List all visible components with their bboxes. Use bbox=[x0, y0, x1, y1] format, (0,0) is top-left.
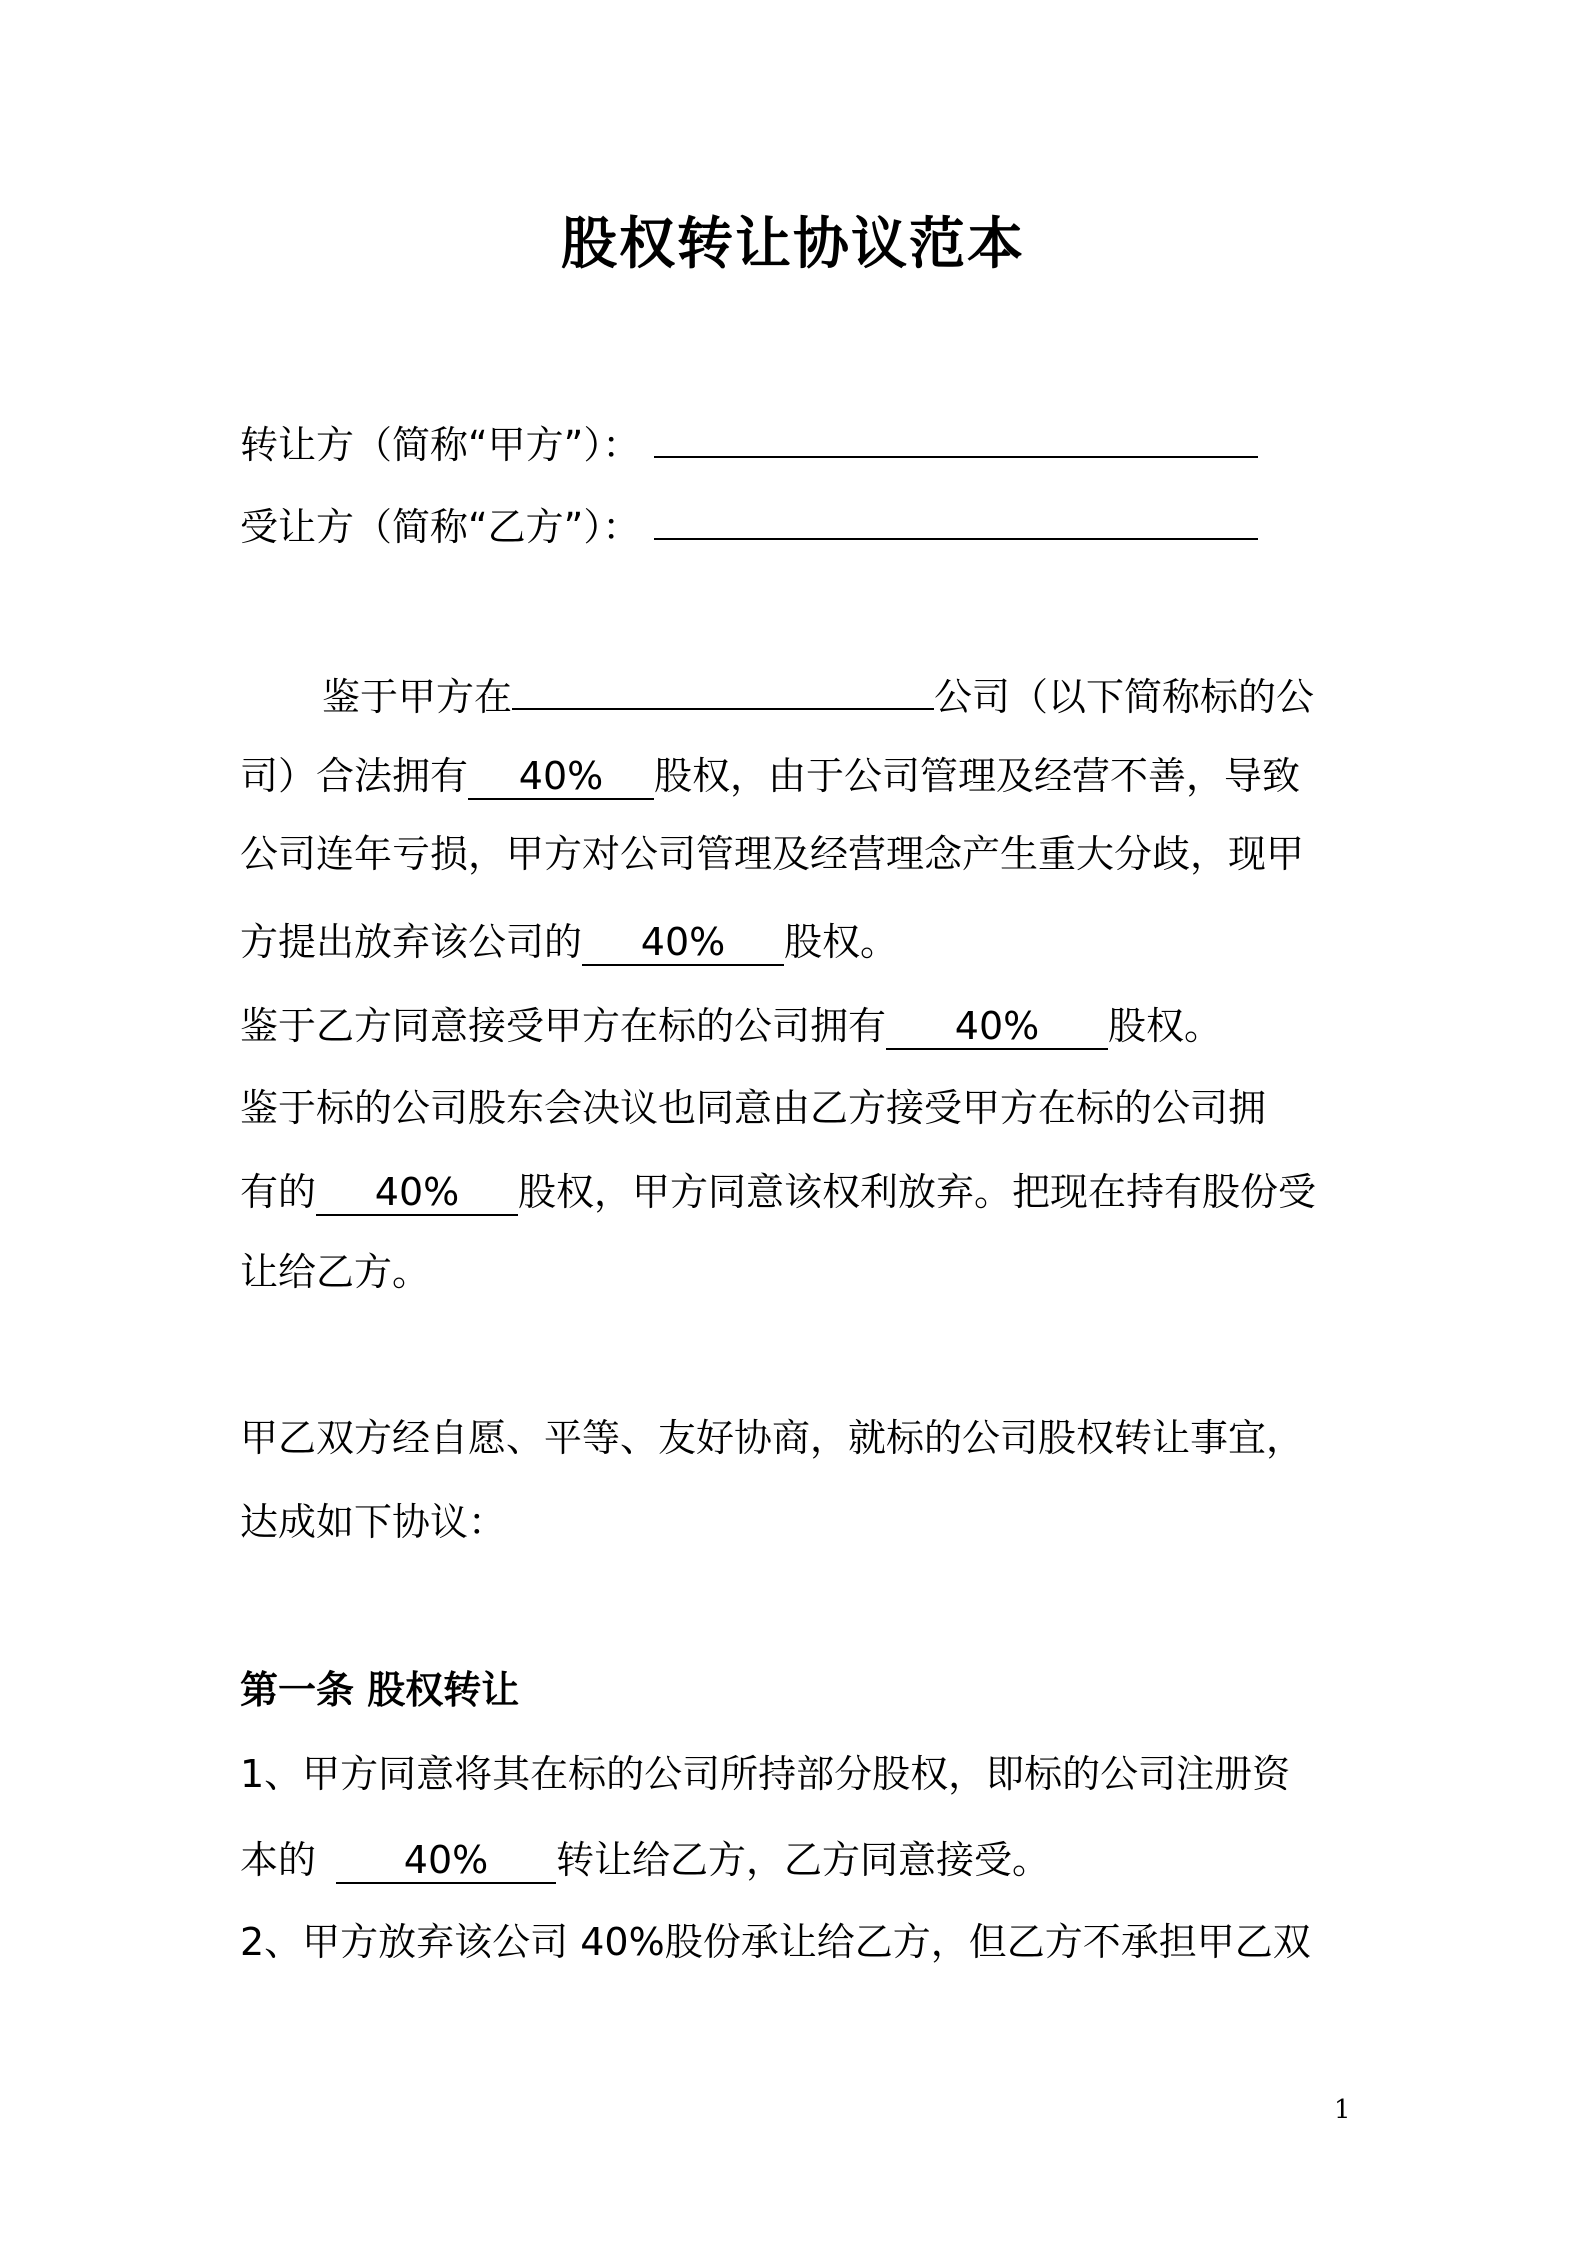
recital-3-line-2: 有的 40% 股权，甲方同意该权利放弃。把现在持有股份受 bbox=[240, 1164, 1316, 1220]
transferee-blank bbox=[654, 494, 1258, 540]
recital-1-line-1: 鉴于甲方在 公司（以下简称标的公 bbox=[322, 658, 1314, 725]
article-1-clause-1-line-1: 1、甲方同意将其在标的公司所持部分股权，即标的公司注册资 bbox=[240, 1752, 1291, 1796]
article-1-clause-2-line-1: 2、甲方放弃该公司 40%股份承让给乙方，但乙方不承担甲乙双 bbox=[240, 1920, 1311, 1964]
equity-percentage-field: 40% bbox=[316, 1164, 518, 1216]
equity-percentage-field: 40% bbox=[582, 914, 784, 966]
agreement-intro-line-2: 达成如下协议： bbox=[240, 1500, 507, 1544]
recital-2-line: 鉴于乙方同意接受甲方在标的公司拥有 40% 股权。 bbox=[240, 998, 1222, 1054]
equity-percentage-field: 40% bbox=[336, 1832, 556, 1884]
transferee-line bbox=[240, 494, 1258, 555]
company-name-blank bbox=[512, 658, 934, 710]
agreement-intro-line-1: 甲乙双方经自愿、平等、友好协商，就标的公司股权转让事宜， bbox=[240, 1416, 1305, 1460]
equity-percentage-field: 40% bbox=[468, 748, 654, 800]
transferor-label: 转让方（简称“甲方”）： bbox=[240, 423, 641, 467]
transferor-blank bbox=[654, 412, 1258, 458]
recital-3-line-3: 让给乙方。 bbox=[240, 1250, 431, 1294]
article-1-clause-1-line-2: 本的 40% 转让给乙方，乙方同意接受。 bbox=[240, 1832, 1050, 1888]
document-title: 股权转让协议范本 bbox=[561, 212, 1025, 277]
page-number: 1 bbox=[1334, 2095, 1351, 2125]
article-1-heading: 第一条 股权转让 bbox=[240, 1668, 520, 1712]
recital-1-line-4: 方提出放弃该公司的 40% 股权。 bbox=[240, 914, 898, 970]
recital-1-line-2: 司）合法拥有 40% 股权，由于公司管理及经营不善，导致 bbox=[240, 748, 1300, 804]
recital-1-line-3: 公司连年亏损，甲方对公司管理及经营理念产生重大分歧，现甲 bbox=[240, 832, 1305, 876]
transferor-line bbox=[240, 412, 1258, 473]
recital-3-line-1: 鉴于标的公司股东会决议也同意由乙方接受甲方在标的公司拥 bbox=[240, 1086, 1267, 1130]
transferee-label: 受让方（简称“乙方”）： bbox=[240, 505, 641, 549]
equity-percentage-field: 40% bbox=[886, 998, 1108, 1050]
